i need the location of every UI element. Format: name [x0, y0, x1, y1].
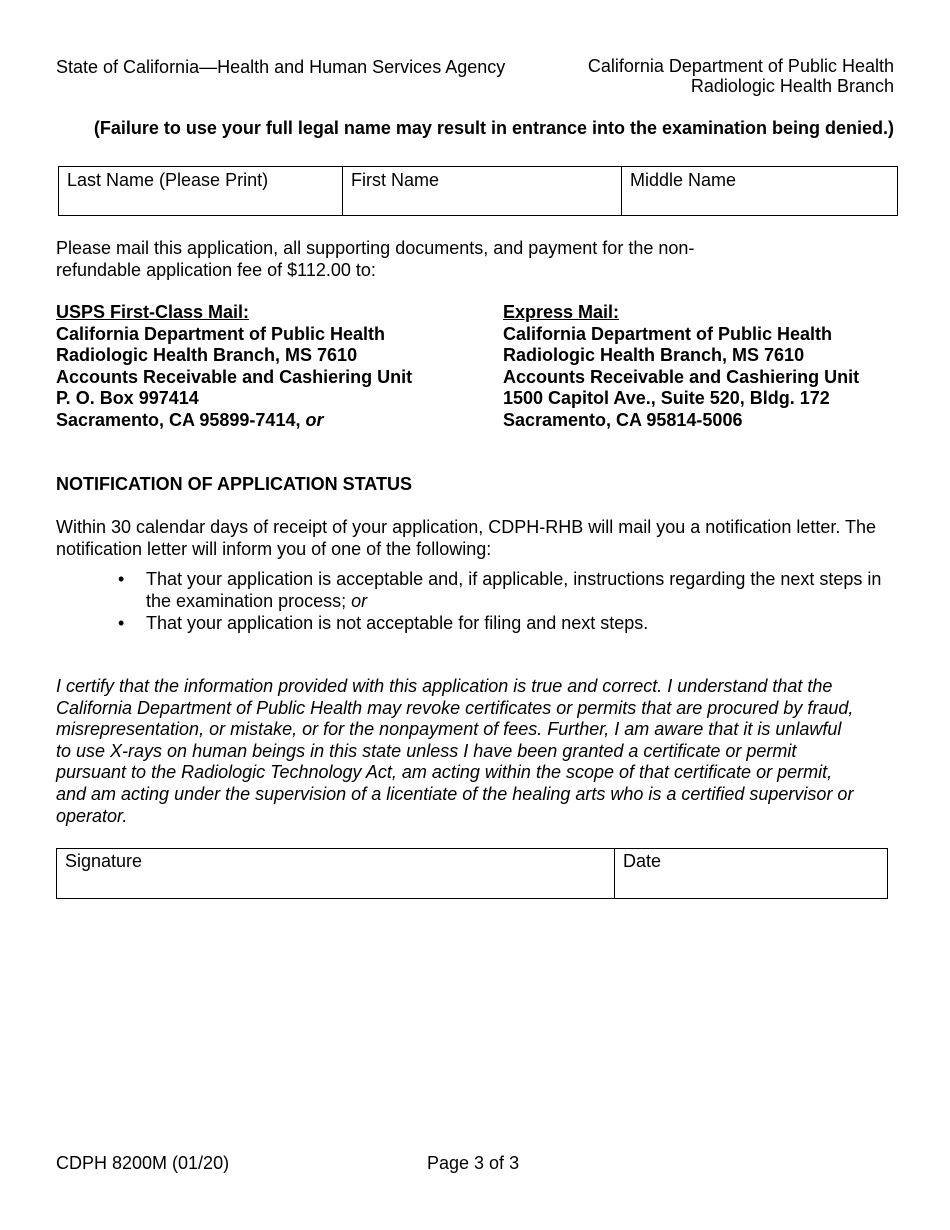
- date-label: Date: [623, 851, 662, 871]
- address-line: Radiologic Health Branch, MS 7610: [56, 345, 358, 366]
- mail-instructions-line: Please mail this application, all supporting documents, and payment for the non-: [56, 238, 695, 258]
- notification-line: notification letter will inform you of one of the following:: [56, 539, 492, 559]
- notification-title: NOTIFICATION OF APPLICATION STATUS: [56, 474, 412, 494]
- certification-line: operator.: [56, 805, 128, 826]
- legal-name-warning: (Failure to use your full legal name may result in entrance into the examination being denied.): [93, 118, 894, 138]
- address-line: California Department of Public Health: [56, 323, 386, 344]
- last-name-label: Last Name (Please Print): [67, 170, 269, 190]
- notification-line: Within 30 calendar days of receipt of your application, CDPH-RHB will mail you a notification letter. The: [56, 517, 877, 537]
- branch-name: Radiologic Health Branch: [690, 76, 894, 96]
- first-name-field[interactable]: [343, 167, 622, 215]
- page-number: Page 3 of 3: [427, 1153, 520, 1173]
- notification-paragraph: [56, 516, 898, 560]
- middle-name-label: Middle Name: [630, 170, 737, 190]
- address-line: [56, 410, 412, 432]
- bullet-icon: •: [118, 569, 125, 589]
- express-address-block: [503, 302, 859, 432]
- bullet-text: the examination process;: [146, 591, 347, 611]
- certification-line: to use X-rays on human beings in this state unless I have been granted a certificate or permit: [56, 740, 797, 761]
- certification-line: pursuant to the Radiologic Technology Act, am acting within the scope of that certificate or permit,: [56, 762, 833, 783]
- signature-label: Signature: [65, 851, 143, 871]
- certification-line: I certify that the information provided with this application is true and correct. I understand that the: [56, 676, 833, 696]
- list-item: [56, 568, 898, 612]
- mail-instructions-line: refundable application fee of $112.00 to:: [56, 260, 376, 280]
- address-line: Accounts Receivable and Cashiering Unit: [56, 366, 413, 387]
- list-item: [56, 612, 898, 634]
- signature-table: [56, 848, 888, 899]
- first-name-label: First Name: [351, 170, 440, 190]
- certification-line: misrepresentation, or mistake, or for the nonpayment of fees. Further, I am aware that it is unlawful: [56, 719, 842, 740]
- date-field[interactable]: [615, 849, 887, 898]
- address-line: California Department of Public Health: [503, 323, 833, 344]
- name-fields-table: [58, 166, 898, 216]
- usps-address-block: [56, 302, 412, 432]
- agency-header: State of California—Health and Human Services Agency: [56, 57, 506, 77]
- bullet-text: That your application is acceptable and, if applicable, instructions regarding the next steps in: [146, 569, 882, 589]
- middle-name-field[interactable]: [622, 167, 897, 215]
- address-line: Accounts Receivable and Cashiering Unit: [503, 366, 860, 387]
- or-text: or: [351, 591, 368, 611]
- address-line: Sacramento, CA 95814-5006: [503, 409, 743, 430]
- address-city: Sacramento, CA 95899-7414,: [56, 409, 301, 430]
- mail-instructions: [56, 237, 756, 281]
- certification-statement: [56, 676, 898, 827]
- department-header: [588, 56, 894, 96]
- form-id: CDPH 8200M (01/20): [56, 1153, 230, 1173]
- address-line: 1500 Capitol Ave., Suite 520, Bldg. 172: [503, 388, 830, 409]
- certification-line: and am acting under the supervision of a licentiate of the healing arts who is a certified supervisor or: [56, 783, 854, 804]
- department-name: California Department of Public Health: [587, 56, 894, 76]
- address-line: P. O. Box 997414: [56, 388, 199, 409]
- bullet-icon: •: [118, 613, 125, 633]
- last-name-field[interactable]: [59, 167, 343, 215]
- or-text: or: [305, 409, 324, 430]
- notification-bullets: [56, 568, 898, 634]
- certification-line: California Department of Public Health may revoke certificates or permits that are procured by fraud,: [56, 697, 854, 718]
- usps-title: USPS First-Class Mail:: [56, 302, 250, 322]
- express-title: Express Mail:: [503, 302, 620, 322]
- signature-field[interactable]: [57, 849, 615, 898]
- address-line: Radiologic Health Branch, MS 7610: [503, 345, 805, 366]
- bullet-text: That your application is not acceptable for filing and next steps.: [146, 613, 649, 633]
